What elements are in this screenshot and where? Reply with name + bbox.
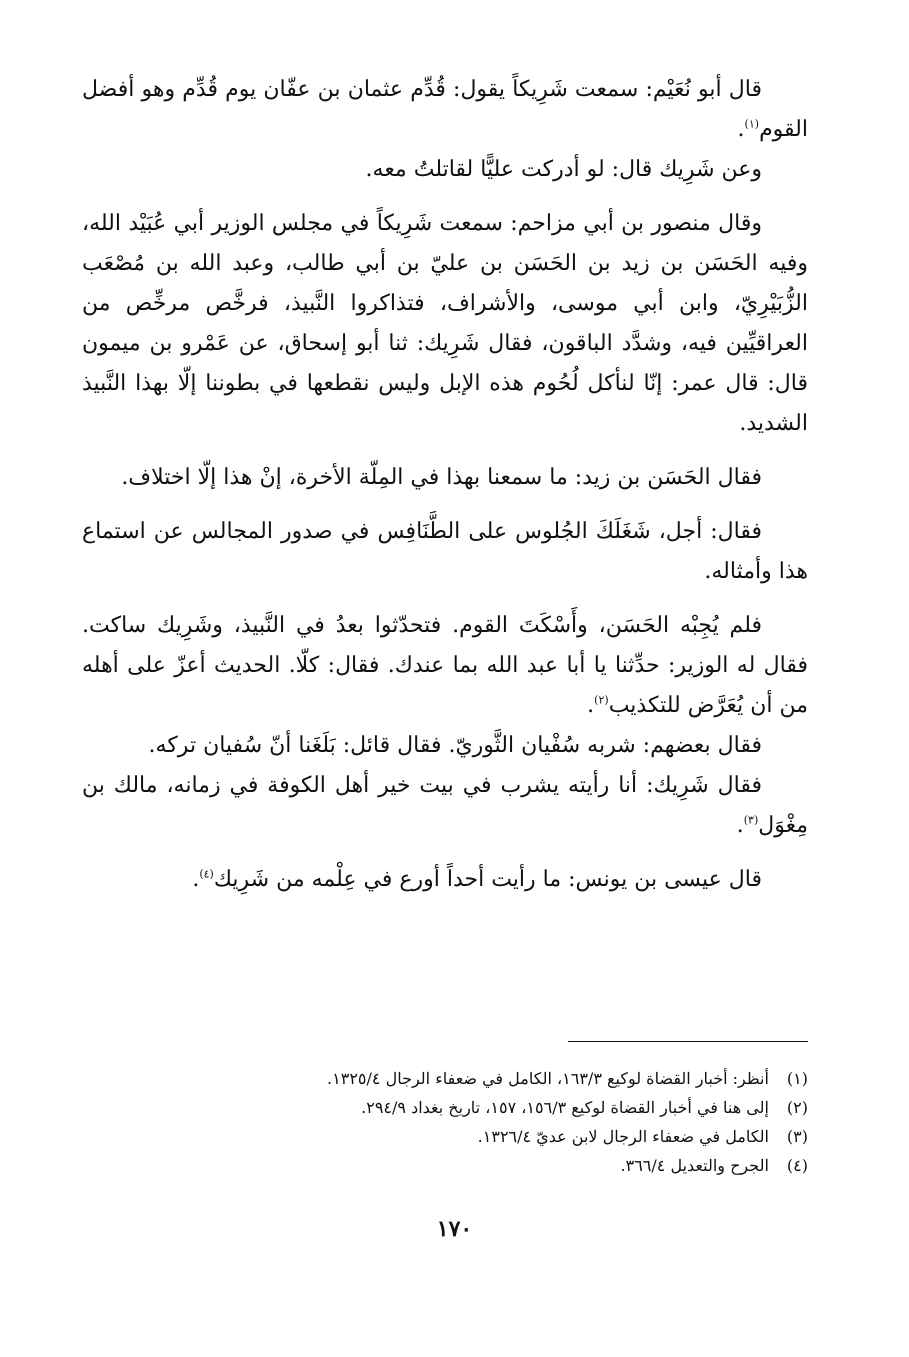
paragraph-9: [82, 860, 808, 900]
paragraph-4: [82, 458, 808, 498]
paragraph-text: فقال الحَسَن بن زيد: ما سمعنا بهذا في المِلّة الأخرة، إنْ هذا إلّا اختلاف.: [121, 465, 762, 490]
footnote-text: أنظر: أخبار القضاة لوكيع ١٦٣/٣، الكامل في ضعفاء الرجال ١٣٢٥/٤.: [327, 1069, 769, 1088]
footnotes: [108, 1064, 808, 1180]
paragraph-8: [82, 766, 808, 846]
main-text: [82, 70, 808, 900]
footnote-text: الجرح والتعديل ٣٦٦/٤.: [620, 1156, 769, 1175]
paragraph-text: فلم يُجِبْه الحَسَن، وأَسْكَتَ القوم. فتحدّثوا بعدُ في النَّبيذ، وشَرِيك ساكت. فقال له الوزير: حدِّثنا يا أبا عبد الله بما عندك. فقال: كلّا. الحديث أعزّ على أهله من أن يُعَرَّض للتكذيب: [82, 613, 808, 718]
footnote-text: الكامل في ضعفاء الرجال لابن عديّ ١٣٢٦/٤.: [477, 1127, 769, 1146]
footnote-2: [108, 1093, 808, 1122]
footnote-number: (٤): [786, 1156, 808, 1175]
footnote-ref-1: (١): [744, 117, 760, 131]
paragraph-end: .: [736, 813, 744, 838]
paragraph-text: قال أبو نُعَيْم: سمعت شَرِيكاً يقول: قُدِّم عثمان بن عفّان يوم قُدِّم وهو أفضل القوم: [82, 77, 808, 142]
footnote-number: (١): [786, 1069, 808, 1088]
paragraph-text: فقال: أجل، شَغَلَكَ الجُلوس على الطَّنَافِس في صدور المجالس عن استماع هذا وأمثاله.: [82, 519, 808, 584]
paragraph-7: [82, 726, 808, 766]
paragraph-end: .: [192, 867, 200, 892]
paragraph-text: وقال منصور بن أبي مزاحم: سمعت شَرِيكاً في مجلس الوزير أبي عُبَيْد الله، وفيه الحَسَن بن زيد بن الحَسَن بن عليّ بن أبي طالب، وعبد الله بن مُصْعَب الزُّبَيْرِيّ، وابن أبي موسى، والأشراف، فتذاكروا النَّبيذ، فرخَّص مرخِّص من العراقيِّين فيه، وشدَّد الباقون، فقال شَرِيك: ثنا أبو إسحاق، عن عَمْرو بن ميمون قال: قال عمر: إنّا لنأكل لُحُوم هذه الإبل وليس نقطعها في بطوننا إلّا بهذا النَّبيذ الشديد.: [82, 211, 808, 436]
footnote-4: [108, 1151, 808, 1180]
paragraph-5: [82, 512, 808, 592]
footnote-ref-2: (٢): [594, 693, 609, 707]
footnote-number: (٣): [786, 1127, 808, 1146]
paragraph-end: .: [737, 117, 745, 142]
footnote-ref-3: (٣): [743, 813, 759, 827]
paragraph-text: فقال بعضهم: شربه سُفْيان الثَّوريّ. فقال قائل: بَلَغَنا أنّ سُفيان تركه.: [148, 733, 762, 758]
paragraph-text: فقال شَرِيك: أنا رأيته يشرب في بيت خير أهل الكوفة في زمانه، مالك بن مِغْوَل: [82, 773, 808, 838]
footnote-1: [108, 1064, 808, 1093]
paragraph-3: [82, 204, 808, 444]
paragraph-1: [82, 70, 808, 150]
footnote-3: [108, 1122, 808, 1151]
footnote-text: إلى هنا في أخبار القضاة لوكيع ١٥٦/٣، ١٥٧، تاريخ بغداد ٢٩٤/٩.: [361, 1098, 769, 1117]
paragraph-text: وعن شَرِيك قال: لو أدركت عليًّا لقاتلتُ معه.: [365, 157, 762, 182]
footnote-ref-4: (٤): [199, 867, 214, 881]
footnote-number: (٢): [786, 1098, 808, 1117]
footnote-divider: [568, 1041, 808, 1042]
paragraph-6: [82, 606, 808, 726]
paragraph-text: قال عيسى بن يونس: ما رأيت أحداً أورع في عِلْمه من شَرِيك: [213, 867, 762, 892]
paragraph-end: .: [587, 693, 595, 718]
paragraph-2: [82, 150, 808, 190]
page-number: ١٧٠: [436, 1216, 473, 1242]
